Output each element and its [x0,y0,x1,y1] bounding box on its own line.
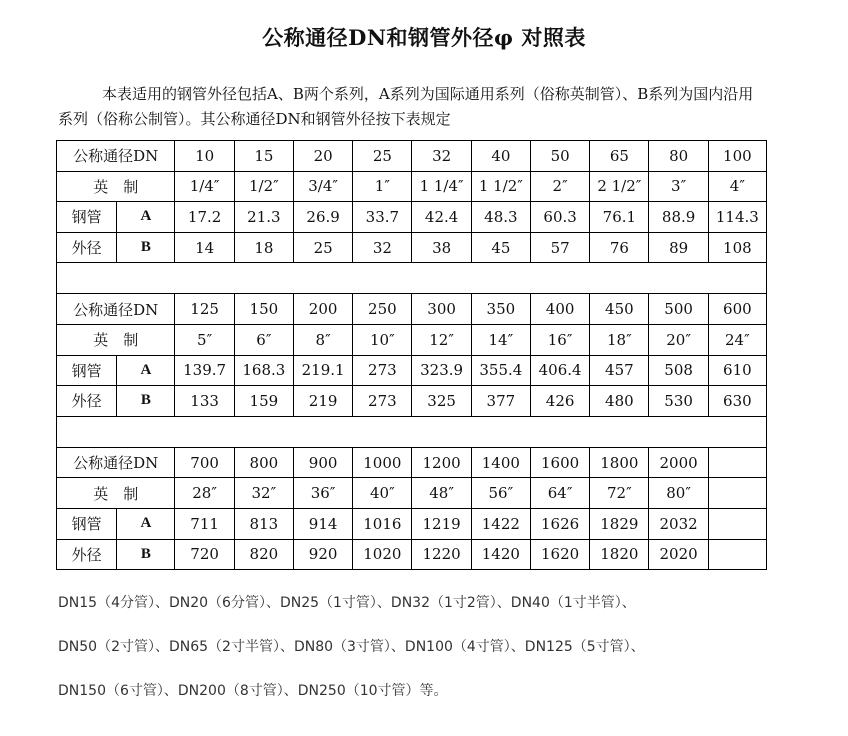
series-b-value-cell: 219 [293,386,352,417]
series-b-value-cell: 38 [412,232,471,263]
series-b-label: B [117,232,175,263]
dn-value-cell: 250 [353,294,412,325]
dn-value-cell: 500 [649,294,708,325]
dn-value-cell: 1400 [471,447,530,478]
inch-value-cell: 5″ [175,324,234,355]
dn-value-cell: 100 [708,141,766,172]
series-a-label: A [117,202,175,233]
series-b-value-cell: 108 [708,232,766,263]
spacer-cell [57,416,767,447]
series-a-value-cell: 17.2 [175,202,234,233]
series-b-label: B [117,386,175,417]
series-a-value-cell: 168.3 [234,355,293,386]
inch-value-cell: 10″ [353,324,412,355]
inch-row [57,478,767,509]
series-a-value-cell: 914 [293,508,352,539]
series-b-value-cell: 76 [590,232,649,263]
series-a-value-cell: 1626 [530,508,589,539]
series-b-value-cell: 820 [234,539,293,570]
dn-value-cell: 10 [175,141,234,172]
series-b-value-cell: 273 [353,386,412,417]
note-line: DN50（2寸管）、DN65（2寸半管）、DN80（3寸管）、DN100（4寸管）、DN125（5寸管）、 [58,639,645,655]
notes [58,590,818,722]
dn-value-cell: 32 [412,141,471,172]
inch-value-cell: 16″ [530,324,589,355]
series-b-row [57,232,767,263]
inch-value-cell: 6″ [234,324,293,355]
series-a-value-cell: 406.4 [530,355,589,386]
spacer-row [57,263,767,294]
dn-value-cell: 800 [234,447,293,478]
inch-value-cell: 48″ [412,478,471,509]
dn-value-cell: 1800 [590,447,649,478]
dn-value-cell: 600 [708,294,766,325]
series-b-value-cell: 426 [530,386,589,417]
dn-value-cell: 125 [175,294,234,325]
series-b-value-cell: 14 [175,232,234,263]
series-a-value-cell: 2032 [649,508,708,539]
dn-value-cell: 65 [590,141,649,172]
series-a-value-cell: 76.1 [590,202,649,233]
dn-row [57,447,767,478]
pipe-label-top: 钢管 [57,508,117,539]
series-a-value-cell: 114.3 [708,202,766,233]
series-a-value-cell: 48.3 [471,202,530,233]
series-b-row [57,539,767,570]
inch-value-cell: 24″ [708,324,766,355]
series-a-value-cell: 355.4 [471,355,530,386]
inch-label: 英 制 [57,171,175,202]
inch-value-cell: 40″ [353,478,412,509]
series-a-label: A [117,508,175,539]
inch-value-cell: 1 1/4″ [412,171,471,202]
dn-value-cell: 2000 [649,447,708,478]
note-line: DN150（6寸管）、DN200（8寸管）、DN250（10寸管）等。 [58,683,448,699]
dn-row [57,294,767,325]
inch-value-cell: 2″ [530,171,589,202]
spacer-row [57,416,767,447]
series-b-value-cell: 18 [234,232,293,263]
dn-row [57,141,767,172]
dn-value-cell: 300 [412,294,471,325]
series-b-value-cell: 25 [293,232,352,263]
inch-label: 英 制 [57,478,175,509]
series-a-value-cell: 711 [175,508,234,539]
inch-value-cell: 1/4″ [175,171,234,202]
inch-value-cell: 56″ [471,478,530,509]
page-title: 公称通径DN和钢管外径φ 对照表 [262,25,586,50]
series-b-value-cell: 133 [175,386,234,417]
dn-value-cell: 1200 [412,447,471,478]
inch-value-cell: 20″ [649,324,708,355]
dn-value-cell: 400 [530,294,589,325]
series-b-value-cell: 530 [649,386,708,417]
inch-value-cell: 8″ [293,324,352,355]
series-a-value-cell: 139.7 [175,355,234,386]
series-a-value-cell: 26.9 [293,202,352,233]
series-b-value-cell: 1220 [412,539,471,570]
series-a-value-cell [708,508,766,539]
inch-value-cell: 1 1/2″ [471,171,530,202]
dn-value-cell: 1600 [530,447,589,478]
dn-label: 公称通径DN [57,141,175,172]
dn-value-cell: 450 [590,294,649,325]
spacer-cell [57,263,767,294]
dn-value-cell [708,447,766,478]
series-a-row [57,202,767,233]
series-a-value-cell: 323.9 [412,355,471,386]
inch-value-cell: 1″ [353,171,412,202]
pipe-label-top: 钢管 [57,202,117,233]
inch-value-cell: 4″ [708,171,766,202]
series-a-value-cell: 457 [590,355,649,386]
dn-value-cell: 50 [530,141,589,172]
series-b-value-cell: 32 [353,232,412,263]
pipe-label-bottom: 外径 [57,232,117,263]
dn-label: 公称通径DN [57,294,175,325]
dn-value-cell: 900 [293,447,352,478]
inch-value-cell: 3″ [649,171,708,202]
series-a-value-cell: 610 [708,355,766,386]
series-b-value-cell: 920 [293,539,352,570]
intro-paragraph: 本表适用的钢管外径包括A、B两个系列，A系列为国际通用系列（俗称英制管）、B系列为国内沿用系列（俗称公制管）。其公称通径DN和钢管外径按下表规定 [58,85,754,128]
series-a-value-cell: 33.7 [353,202,412,233]
series-a-row [57,355,767,386]
inch-value-cell: 18″ [590,324,649,355]
note-line: DN15（4分管）、DN20（6分管）、DN25（1寸管）、DN32（1寸2管）、DN40（1寸半管）、 [58,595,636,611]
inch-value-cell: 3/4″ [293,171,352,202]
series-b-value-cell: 1820 [590,539,649,570]
series-b-value-cell: 1620 [530,539,589,570]
dn-value-cell: 200 [293,294,352,325]
dn-value-cell: 20 [293,141,352,172]
series-b-value-cell: 1420 [471,539,530,570]
inch-label: 英 制 [57,324,175,355]
series-a-value-cell: 273 [353,355,412,386]
series-a-value-cell: 813 [234,508,293,539]
inch-value-cell: 14″ [471,324,530,355]
series-b-value-cell: 57 [530,232,589,263]
dn-value-cell: 1000 [353,447,412,478]
series-a-value-cell: 42.4 [412,202,471,233]
dn-value-cell: 80 [649,141,708,172]
series-a-value-cell: 88.9 [649,202,708,233]
inch-value-cell: 32″ [234,478,293,509]
series-a-value-cell: 21.3 [234,202,293,233]
series-a-value-cell: 60.3 [530,202,589,233]
series-a-value-cell: 508 [649,355,708,386]
inch-value-cell: 2 1/2″ [590,171,649,202]
inch-value-cell: 28″ [175,478,234,509]
inch-value-cell: 1/2″ [234,171,293,202]
series-b-value-cell: 89 [649,232,708,263]
inch-value-cell: 36″ [293,478,352,509]
inch-row [57,324,767,355]
series-b-value-cell: 2020 [649,539,708,570]
series-a-value-cell: 1829 [590,508,649,539]
series-a-row [57,508,767,539]
inch-row [57,171,767,202]
inch-value-cell: 72″ [590,478,649,509]
inch-value-cell: 64″ [530,478,589,509]
series-a-value-cell: 1219 [412,508,471,539]
series-b-value-cell: 45 [471,232,530,263]
series-b-value-cell: 377 [471,386,530,417]
dn-comparison-table [56,140,767,570]
inch-value-cell: 12″ [412,324,471,355]
dn-value-cell: 15 [234,141,293,172]
series-a-label: A [117,355,175,386]
series-b-value-cell: 720 [175,539,234,570]
series-b-row [57,386,767,417]
pipe-label-bottom: 外径 [57,386,117,417]
series-b-value-cell: 630 [708,386,766,417]
series-b-value-cell: 159 [234,386,293,417]
series-b-value-cell: 480 [590,386,649,417]
series-a-value-cell: 1016 [353,508,412,539]
inch-value-cell [708,478,766,509]
dn-value-cell: 40 [471,141,530,172]
series-b-value-cell [708,539,766,570]
pipe-label-top: 钢管 [57,355,117,386]
series-a-value-cell: 219.1 [293,355,352,386]
dn-value-cell: 150 [234,294,293,325]
series-b-label: B [117,539,175,570]
dn-value-cell: 700 [175,447,234,478]
series-a-value-cell: 1422 [471,508,530,539]
pipe-label-bottom: 外径 [57,539,117,570]
inch-value-cell: 80″ [649,478,708,509]
dn-value-cell: 350 [471,294,530,325]
dn-label: 公称通径DN [57,447,175,478]
series-b-value-cell: 1020 [353,539,412,570]
series-b-value-cell: 325 [412,386,471,417]
dn-value-cell: 25 [353,141,412,172]
